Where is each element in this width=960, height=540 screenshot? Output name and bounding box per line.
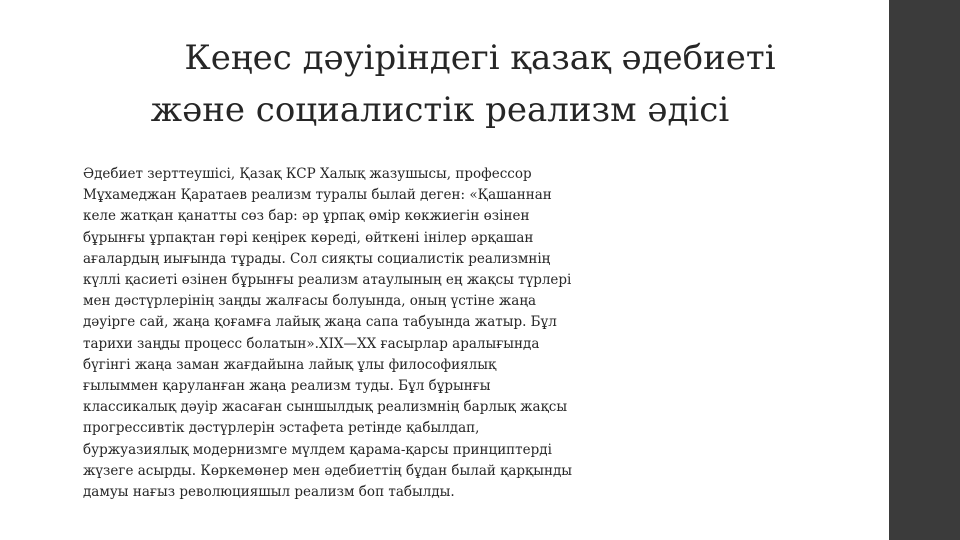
body-line: ғылыммен қаруланған жаңа реализм туды. Бұл бұрынғы [83,378,491,395]
body-line: дамуы нағыз революцияшыл реализм боп табылды. [83,484,455,501]
body-line: классикалық дәуір жасаған сыншылдық реализмнің барлық жақсы [83,399,568,416]
body-line: келе жатқан қанатты сөз бар: әр ұрпақ өмір көкжиегін өзінен [83,208,530,225]
title-line-1: Кеңес дәуіріндегі қазақ әдебиеті [184,38,776,78]
title-line-2: және социалистік реализм әдісі [150,90,730,130]
body-line: күллі қасиеті өзінен бұрынғы реализм атаулының ең жақсы түрлері [83,272,572,289]
body-line: тарихи заңды процесс болатын».XIX—XX ғасырлар аралығында [83,335,540,352]
body-line: жүзеге асырды. Көркемөнер мен әдебиеттің бұдан былай қарқынды [83,462,573,479]
body-line: Мұхамеджан Қаратаев реализм туралы былай деген: «Қашаннан [83,187,552,204]
right-sidebar-bar [889,0,960,540]
slide-title [70,32,850,136]
body-line: мен дәстүрлерінің заңды жалғасы болуында, оның үстіне жаңа [83,293,537,310]
body-line: буржуазиялық модернизмге мүлдем қарама-қарсы принциптерді [83,441,552,458]
body-line: дәуірге сай, жаңа қоғамға лайық жаңа сапа табуында жатыр. Бұл [83,314,557,331]
body-line: Әдебиет зерттеушісі, Қазақ КСР Халық жазушысы, профессор [83,166,532,182]
body-line: бүгінгі жаңа заман жағдайына лайық ұлы философиялық [83,356,497,373]
body-paragraph [83,164,683,503]
body-line: ағалардың иығында тұрады. Сол сияқты социалистік реализмнің [83,250,551,267]
body-line: бұрынғы ұрпақтан гөрі кеңірек көреді, өйткені інілер әрқашан [83,229,534,246]
body-line: прогрессивтік дәстүрлерін эстафета ретінде қабылдап, [83,420,480,437]
